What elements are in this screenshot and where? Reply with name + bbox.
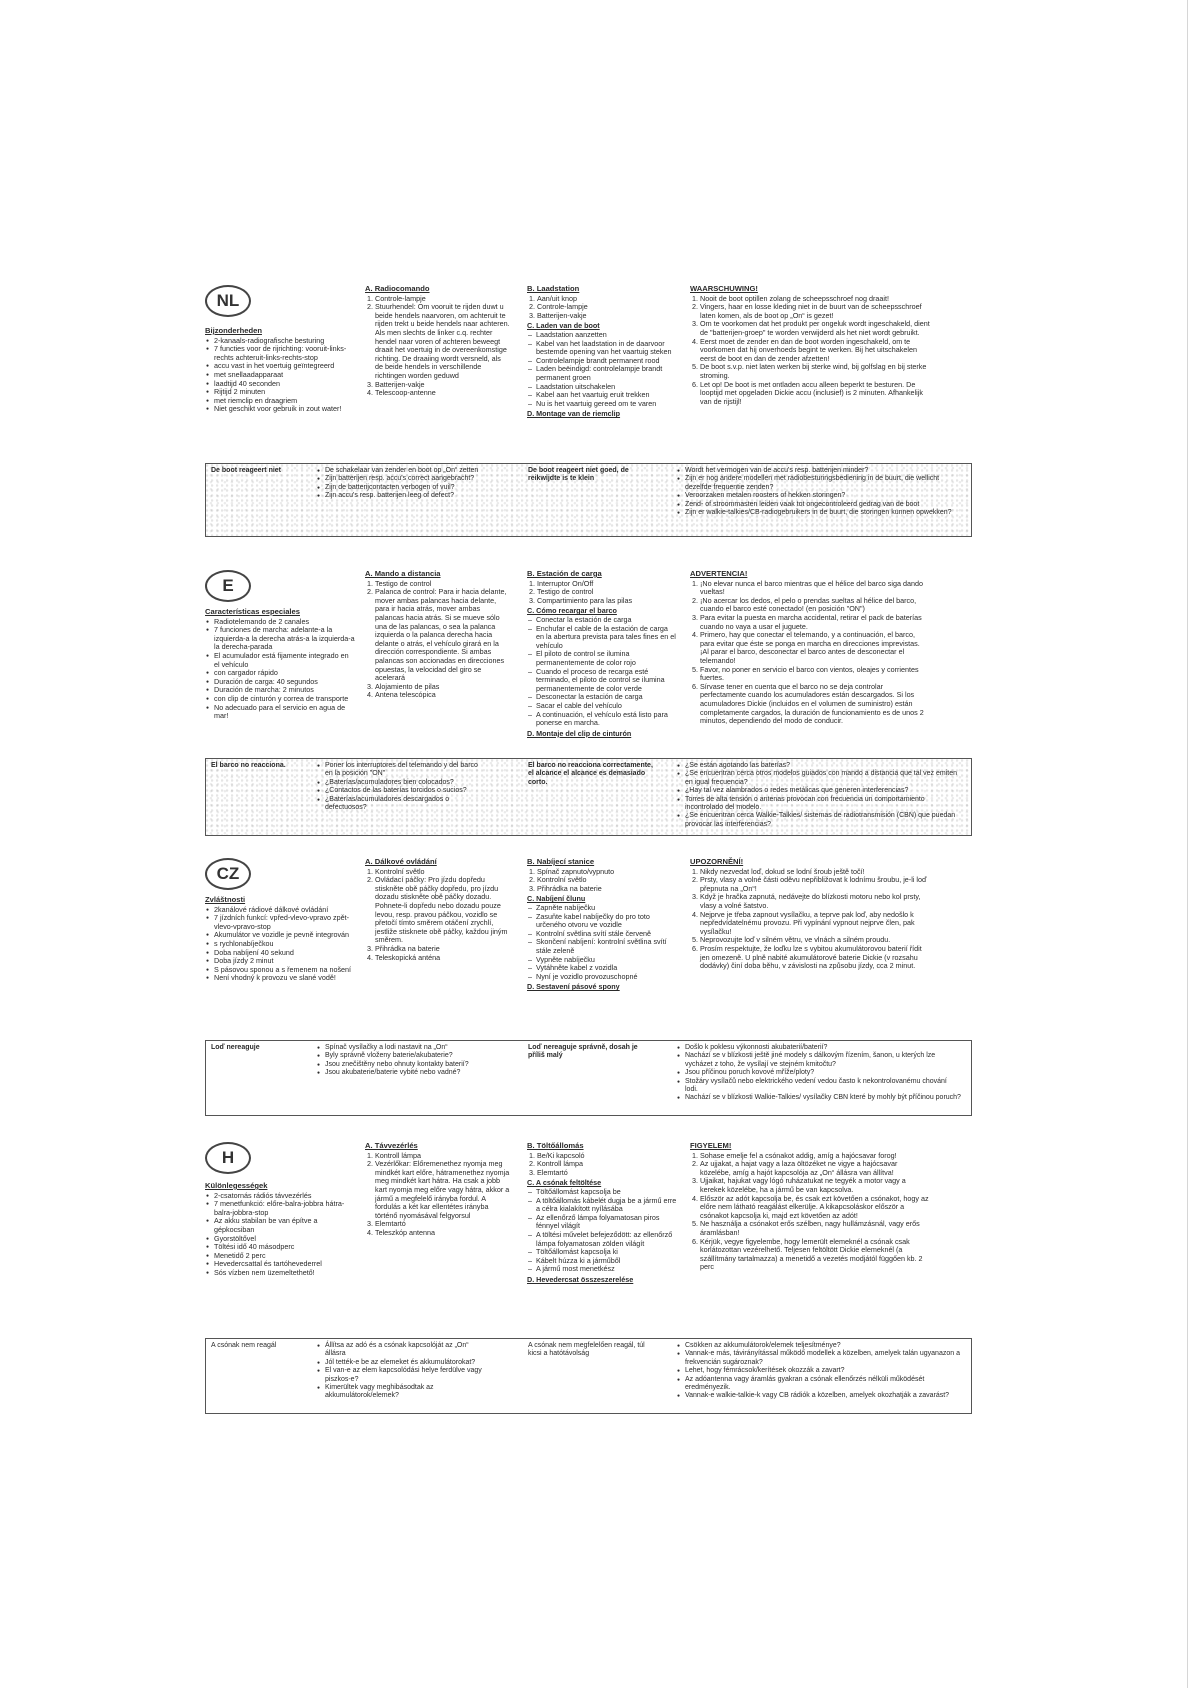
list-item: ● Hevedercsattal és tartóhevederrel xyxy=(214,1260,355,1269)
section-a-list xyxy=(365,1152,510,1238)
trouble-heading-1: El barco no reacciona. xyxy=(211,762,286,769)
section-c-title: C. Laden van de boot xyxy=(527,321,600,331)
list-item: – Laden beëindigd: controlelampje brandt permanent groen xyxy=(536,365,677,382)
column-a xyxy=(365,858,510,964)
list-item: ● 2kanálové rádiové dálkové ovládání xyxy=(214,906,355,915)
list-item: ● Duración de marcha: 2 minutos xyxy=(214,686,355,695)
list-item: ● El van-e az elem kapcsolódási helye ferdülve vagy piszkos-e? xyxy=(325,1367,486,1384)
list-item: ● con clip de cinturón y correa de transporte xyxy=(214,695,355,704)
list-item: ● Rijtijd 2 minuten xyxy=(214,388,353,397)
list-item: – Zapněte nabíječku xyxy=(536,904,677,913)
list-item: ● No adecuado para el servicio en agua de mar! xyxy=(214,704,355,721)
section-d-title: D. Hevedercsat összeszerelése xyxy=(527,1274,634,1284)
section-h xyxy=(205,1142,975,1412)
trouble-list-2-wrap xyxy=(676,467,961,517)
features-list xyxy=(205,906,355,983)
list-item: ● Lehet, hogy fémrácsok/kerítések okozzák a zavart? xyxy=(685,1367,961,1375)
list-item: ● Akumulátor ve vozidle je pevně integrován xyxy=(214,931,355,940)
list-item: ● Vannak-e walkie-talkie-k vagy CB rádiók a közelben, amelyek okozhatják a zavarást? xyxy=(685,1392,961,1400)
list-item: ● Duración de carga: 40 segundos xyxy=(214,678,355,687)
list-item: ● Zijn accu's resp. batterijen leeg of defect? xyxy=(325,492,486,500)
list-item: 4. Eerst moet de zender en dan de boot worden ingeschakeld, om te voorkomen dat hij onverhoeds begint te werken. Bij het uitschakelen eerst de boot en dan de zender afzetten! xyxy=(700,338,930,364)
list-item: – Az ellenőrző lámpa folyamatosan piros fénnyel világít xyxy=(536,1214,677,1231)
list-item: ● ¿Se están agotando las baterías? xyxy=(685,762,961,770)
section-a-title: A. Mando a distancia xyxy=(365,569,441,578)
list-item: ● 2-csatornás rádiós távvezérlés xyxy=(214,1192,355,1201)
list-item: 1. Interruptor On/Off xyxy=(537,580,677,589)
section-a-title: A. Radiocomando xyxy=(365,284,430,293)
section-c-list xyxy=(527,616,677,728)
list-item: ● Jól tették-e be az elemeket és akkumulátorokat? xyxy=(325,1359,486,1367)
list-item: – Controlelampje brandt permanent rood xyxy=(536,357,677,366)
list-item: 6. Sírvase tener en cuenta que el barco no se deja controlar perfectamente cuando los acumuladores están descargados. Si los acumuladores Dickie (incluidos en el volumen de suministro) están completamente cargados, la duración de funcionamiento es de unos 2 minutos, dependiendo del modo de conducir. xyxy=(700,683,930,726)
section-a-list xyxy=(365,295,510,398)
list-item: ● Zijn de batterijcontacten verbogen of vuil? xyxy=(325,484,486,492)
features-column xyxy=(205,896,355,985)
list-item: – A continuación, el vehículo está listo para ponerse en marcha. xyxy=(536,711,677,728)
list-item: ● ¿Se encuentran cerca Walkie-Talkies/ sistemas de radiotransmisión (CBN) que puedan provocar las interferencias? xyxy=(685,812,961,829)
features-list xyxy=(205,1192,355,1278)
trouble-list-1-wrap xyxy=(316,762,486,812)
section-d-title: D. Sestavení pásové spony xyxy=(527,982,620,992)
list-item: 2. Vingers, haar en losse kleding niet in de buurt van de scheepsschroef laten komen, als de boot op „On“ is gezet! xyxy=(700,303,930,320)
list-item: 3. Batterijen-vakje xyxy=(375,381,510,390)
trouble-list-2-wrap xyxy=(676,762,961,829)
list-item: 1. Testigo de control xyxy=(375,580,510,589)
warning-title: ADVERTENCIA! xyxy=(690,569,748,578)
list-item: ● Vannak-e más, távirányítással működő modellek a közelben, amelyek talán ugyanazon a frekvencián sugároznak? xyxy=(685,1350,961,1367)
list-item: ● De schakelaar van zender en boot op „On“ zetten xyxy=(325,467,486,475)
section-b-list xyxy=(527,295,677,321)
section-d-title: D. Montage van de riemclip xyxy=(527,409,621,419)
trouble-list-1-wrap xyxy=(316,1044,486,1078)
list-item: ● laadtijd 40 seconden xyxy=(214,380,353,389)
section-nl xyxy=(205,285,975,527)
list-item: 2. Az ujjakat, a hajat vagy a laza öltözéket ne vigye a hajócsavar közelébe, amíg a hajót kapcsolója az „On“ állásra van állítva! xyxy=(700,1160,930,1177)
country-badge-cz: CZ xyxy=(205,858,251,890)
list-item: ● met snellaadapparaat xyxy=(214,371,353,380)
list-item: – Enchufar el cable de la estación de carga en la abertura prevista para tales fines en el vehículo xyxy=(536,625,677,651)
trouble-heading-1: Loď nereaguje xyxy=(211,1044,260,1051)
list-item: – A töltőállomás kábelét dugja be a jármű erre a célra kialakított nyílásába xyxy=(536,1197,677,1214)
list-item: – Laadstation uitschakelen xyxy=(536,383,677,392)
list-item: 1. Nikdy nezvedat loď, dokud se lodní šroub ještě točí! xyxy=(700,868,930,877)
list-item: 3. Ujjaikat, hajukat vagy lógó ruházatukat ne tegyék a motor vagy a kerekek közelébe, ha a jármű be van kapcsolva. xyxy=(700,1177,930,1194)
list-item: 3. Alojamiento de pilas xyxy=(375,683,510,692)
column-a xyxy=(365,570,510,702)
section-cz xyxy=(205,858,975,1118)
list-item: – A jármű most menetkész xyxy=(536,1265,677,1274)
list-item: ● Kimerültek vagy meghibásodtak az akkumulátorok/elemek? xyxy=(325,1384,486,1401)
section-d-title: D. Montaje del clip de cinturón xyxy=(527,728,632,738)
list-item: ● con cargador rápido xyxy=(214,669,355,678)
list-item: ● s rychlonabíječkou xyxy=(214,940,355,949)
list-item: – Vypněte nabíječku xyxy=(536,956,677,965)
list-item: ● Není vhodný k provozu ve slané vodě! xyxy=(214,974,355,983)
warning-list xyxy=(690,1152,930,1272)
list-item: 5. De boot s.v.p. niet laten werken bij sterke wind, bij golfslag en bij sterke stroming. xyxy=(700,363,930,380)
trouble-list-2 xyxy=(676,762,961,829)
list-item: 3. Batterijen-vakje xyxy=(537,312,677,321)
warning-title: FIGYELEM! xyxy=(690,1141,732,1150)
troubleshooting-box xyxy=(205,1338,972,1414)
column-bcd xyxy=(527,1142,677,1285)
list-item: 2. Prsty, vlasy a volné části oděvu nepřibližovat k lodnímu šroubu, je-li loď přepnuta na „On“! xyxy=(700,876,930,893)
list-item: ● Nachází se v blízkosti Walkie-Talkies/ vysílačky CBN které by mohly být příčinou poruch? xyxy=(685,1094,961,1102)
trouble-heading-1: A csónak nem reagál xyxy=(211,1342,277,1349)
trouble-list-1 xyxy=(316,762,486,812)
list-item: 1. Controle-lampje xyxy=(375,295,510,304)
list-item: ● ¿Contactos de las baterías torcidos o sucios? xyxy=(325,787,486,795)
column-a xyxy=(365,1142,510,1240)
section-e xyxy=(205,570,975,830)
list-item: ● Gyorstöltővel xyxy=(214,1235,355,1244)
list-item: 2. ¡No acercar los dedos, el pelo o prendas sueltas al hélice del barco, cuando el barco esté conectado! (en posición "ON") xyxy=(700,597,930,614)
warning-column xyxy=(690,570,930,728)
list-item: ● 7 jízdních funkcí: vpřed-vlevo-vpravo zpět-vlevo-vpravo-stop xyxy=(214,914,355,931)
list-item: – Sacar el cable del vehículo xyxy=(536,702,677,711)
list-item: – Kontrolní světlina svítí stále červeně xyxy=(536,930,677,939)
list-item: 4. Teleskopická anténa xyxy=(375,954,510,963)
list-item: 3. Compartimiento para las pilas xyxy=(537,597,677,606)
list-item: 3. Para evitar la puesta en marcha accidental, retirar el pack de baterías cuando no vaya a usar el juguete. xyxy=(700,614,930,631)
list-item: ● Veroorzaken metalen roosters of hekken storingen? xyxy=(685,492,961,500)
list-item: 4. Primero, hay que conectar el telemando, y a continuación, el barco, para evitar que éste se ponga en marcha en direcciones imprevistas. ¡Al parar el barco, desconectar el barco antes de desconectar el telemando! xyxy=(700,631,930,665)
list-item: ● Állítsa az adó és a csónak kapcsolóját az „On“ állásra xyxy=(325,1342,486,1359)
warning-title: UPOZORNĚNÍ! xyxy=(690,857,744,866)
list-item: ● Jsou znečištěny nebo ohnuty kontakty baterií? xyxy=(325,1061,486,1069)
features-list xyxy=(205,618,355,721)
list-item: 5. Ne használja a csónakot erős szélben, nagy hullámzásnál, vagy erős áramlásban! xyxy=(700,1220,930,1237)
features-column xyxy=(205,608,355,723)
list-item: 3. Když je hračka zapnutá, nedávejte do blízkosti motoru nebo kol prsty, vlasy a volné šatstvo. xyxy=(700,893,930,910)
list-item: ● ¿Baterías/acumuladores bien colocados? xyxy=(325,779,486,787)
section-a-list xyxy=(365,580,510,700)
list-item: ● Wordt het vermogen van de accu's resp. batterijen minder? xyxy=(685,467,961,475)
list-item: ● ¿Se encuentran cerca otros modelos guiados con mando a distancia que tal vez emiten en igual frecuencia? xyxy=(685,770,961,787)
list-item: ● Doba jízdy 2 minut xyxy=(214,957,355,966)
list-item: 6. Let op! De boot is met ontladen accu alleen beperkt te besturen. De looptijd met opgeladen Dickie accu (inclusief) is 2 minuten. Afhankelijk van de rijstijl! xyxy=(700,381,930,407)
list-item: ● Az adóantenna vagy áramlás gyakran a csónak ellenőrzés nélküli működését eredményezik. xyxy=(685,1376,961,1393)
column-bcd xyxy=(527,858,677,992)
list-item: – Conectar la estación de carga xyxy=(536,616,677,625)
list-item: 2. Palanca de control: Para ir hacia delante, mover ambas palancas hacia delante, para ir hacia atrás, mover ambas palancas hacia atrás. Si se mueve sólo una de las palancas, o sea la palanca izquierda o la palanca derecha hacia delante o atrás, el vehículo girará en la dirección correspondiente. Si ambas palancas son accionadas en direcciones opuestas, la velocidad del giro se acelerará xyxy=(375,588,510,683)
warning-list xyxy=(690,295,930,407)
list-item: 2. Ovládací páčky: Pro jízdu dopředu stiskněte obě páčky dopředu, pro jízdu dozadu stiskněte obě páčky dozadu. Pohnete-li dopředu nebo dozadu pouze levou, resp. pravou páčkou, vozidlo se přetočí tímto směrem otáčení zrychlí, jestliže stisknete obě páčky, každou jiným směrem. xyxy=(375,876,510,945)
list-item: – Nu is het vaartuig gereed om te varen xyxy=(536,400,677,409)
country-badge-h: H xyxy=(205,1142,251,1174)
list-item: ● Došlo k poklesu výkonnosti akubaterií/baterií? xyxy=(685,1044,961,1052)
list-item: 4. Először az adót kapcsolja be, és csak ezt követően a csónakot, hogy az előre nem látható reagálást elkerülje. A kikapcsoláskor először a csónakot kapcsolja ki, majd ezt követően az adót! xyxy=(700,1195,930,1221)
list-item: 6. Kérjük, vegye figyelembe, hogy lemerült elemeknél a csónak csak korlátozottan vezérelhető. Teljesen feltöltött Dickie elemeknél (a szállítmány tartalmazza) a menetidő a vezetés modjától függően kb. 2 perc xyxy=(700,1238,930,1272)
list-item: ● Az akku stabilan be van építve a gépkocsiban xyxy=(214,1217,355,1234)
list-item: 3. Přihrádka na baterie xyxy=(375,945,510,954)
features-title: Zvláštnosti xyxy=(205,895,246,904)
list-item: 4. Teleszkóp antenna xyxy=(375,1229,510,1238)
list-item: ● Zijn er walkie-talkies/CB-radiogebruikers in de buurt, die storingen kunnen opwekken? xyxy=(685,509,961,517)
list-item: – Cuando el proceso de recarga esté terminado, el piloto de control se ilumina permanentemente de color verde xyxy=(536,668,677,694)
list-item: 3. Elemtartó xyxy=(375,1220,510,1229)
list-item: 1. Nooit de boot optillen zolang de scheepsschroef nog draait! xyxy=(700,295,930,304)
section-b-title: B. Töltőállomás xyxy=(527,1141,584,1150)
features-title: Características especiales xyxy=(205,607,300,616)
list-item: – Zasuňte kabel nabíječky do pro toto určeného otvoru ve vozidle xyxy=(536,913,677,930)
list-item: 1. Kontroll lámpa xyxy=(375,1152,510,1161)
warning-column xyxy=(690,285,930,408)
list-item: ● Zijn er nog andere modellen met radiobesturingsbediening in de buurt, die wellicht dezelfde frequentie zenden? xyxy=(685,475,961,492)
trouble-list-1 xyxy=(316,1342,486,1401)
trouble-list-1 xyxy=(316,1044,486,1078)
list-item: – Laadstation aanzetten xyxy=(536,331,677,340)
list-item: ● Sós vízben nem üzemeltethető! xyxy=(214,1269,355,1278)
list-item: – Desconectar la estación de carga xyxy=(536,693,677,702)
section-a-list xyxy=(365,868,510,963)
list-item: ● 2-kanaals-radiografische besturing xyxy=(214,337,353,346)
list-item: 2. Kontroll lámpa xyxy=(537,1160,677,1169)
section-c-title: C. A csónak feltöltése xyxy=(527,1178,602,1188)
trouble-heading-1: De boot reageert niet xyxy=(211,467,282,474)
list-item: ● Byly správně vloženy baterie/akubaterie? xyxy=(325,1052,486,1060)
trouble-list-2 xyxy=(676,467,961,517)
list-item: – Skončení nabíjení: kontrolní světlina svítí stále zeleně xyxy=(536,938,677,955)
list-item: – Vytáhněte kabel z vozidla xyxy=(536,964,677,973)
section-c-title: C. Cómo recargar el barco xyxy=(527,606,617,616)
section-a-title: A. Dálkové ovládání xyxy=(365,857,437,866)
features-title: Különlegességek xyxy=(205,1181,268,1190)
warning-list xyxy=(690,868,930,971)
list-item: 5. Favor, no poner en servicio el barco con vientos, oleajes y corrientes fuertes. xyxy=(700,666,930,683)
section-c-title: C. Nabíjení člunu xyxy=(527,894,586,904)
list-item: ● Zend- of stroommasten leiden vaak tot ongecontroleerd gedrag van de boot xyxy=(685,501,961,509)
list-item: – Kabel aan het vaartuig eruit trekken xyxy=(536,391,677,400)
list-item: 2. Controle-lampje xyxy=(537,303,677,312)
list-item: 4. Telescoop-antenne xyxy=(375,389,510,398)
list-item: ● Jsou akubaterie/baterie vybité nebo vadné? xyxy=(325,1069,486,1077)
list-item: 3. Om te voorkomen dat het produkt per ongeluk wordt ingeschakeld, dient de "batterijen-groep" te worden verwijderd als het niet wordt gebruikt. xyxy=(700,320,930,337)
warning-title: WAARSCHUWING! xyxy=(690,284,758,293)
list-item: ● 7 funciones de marcha: adelante-a la izquierda-a la derecha atrás-a la izquierda-a la derecha-parada xyxy=(214,626,355,652)
list-item: – Kabel van het laadstation in de daarvoor bestemde opening van het vaartuig steken xyxy=(536,340,677,357)
list-item: ● Torres de alta tensión o antenas provocan con frecuencia un comportamiento incontrolado del modelo. xyxy=(685,796,961,813)
list-item: ● S pásovou sponou a s řemenem na nošení xyxy=(214,966,355,975)
trouble-list-2-wrap xyxy=(676,1044,961,1103)
trouble-heading-2: De boot reageert niet goed, de reikwijdte is te klein xyxy=(528,467,629,483)
list-item: ● Zijn batterijen resp. accu's correct aangebracht? xyxy=(325,475,486,483)
list-item: 1. Aan/uit knop xyxy=(537,295,677,304)
list-item: – Töltőállomást kapcsolja ki xyxy=(536,1248,677,1257)
troubleshooting-box xyxy=(205,758,972,836)
trouble-heading-2: A csónak nem megfelelően reagál, túl kicsi a hatótávolság xyxy=(528,1342,645,1358)
trouble-list-1-wrap xyxy=(316,1342,486,1401)
list-item: ● ¿Baterías/acumuladores descargados o defectuosos? xyxy=(325,796,486,813)
section-b-title: B. Estación de carga xyxy=(527,569,602,578)
list-item: 5. Neprovozujte loď v silném větru, ve vlnách a silném proudu. xyxy=(700,936,930,945)
features-column xyxy=(205,327,353,416)
list-item: ● met riemclip en draagriem xyxy=(214,397,353,406)
list-item: – El piloto de control se ilumina permanentemente de color rojo xyxy=(536,650,677,667)
page-edge-line xyxy=(1187,0,1188,1688)
trouble-heading-2: El barco no reacciona correctamente, el alcance el alcance es demasiado corto. xyxy=(528,762,653,786)
section-b-title: B. Nabíjecí stanice xyxy=(527,857,595,866)
section-b-title: B. Laadstation xyxy=(527,284,580,293)
country-badge-nl: NL xyxy=(205,285,251,317)
list-item: ● El acumulador está fijamente integrado en el vehículo xyxy=(214,652,355,669)
features-column xyxy=(205,1182,355,1280)
list-item: ● Spínač vysílačky a lodi nastavit na „On“ xyxy=(325,1044,486,1052)
list-item: 2. Vezérlőkar: Előremenethez nyomja meg mindkét kart előre, hátramenethez nyomja meg mindkét kart hátra. Ha csak a jobb kart nyomja meg előre vagy hátra, akkor a jármű a megfelelő irányba fordul. A fordulás a két kar ellentétes irányba történő nyomásával felgyorsul xyxy=(375,1160,510,1220)
list-item: 1. Be/Ki kapcsoló xyxy=(537,1152,677,1161)
list-item: ● Nachází se v blízkosti ještě jiné modely s dálkovým řízením, šanon, u kterých lze vycházet z toho, že vysílají ve stejném kmitočtu? xyxy=(685,1052,961,1069)
list-item: ● Csökken az akkumulátorok/elemek teljesítménye? xyxy=(685,1342,961,1350)
list-item: 3. Elemtartó xyxy=(537,1169,677,1178)
troubleshooting-box xyxy=(205,1040,972,1116)
section-c-list xyxy=(527,331,677,408)
list-item: – Kábelt húzza ki a járműből xyxy=(536,1257,677,1266)
list-item: 1. Kontrolní světlo xyxy=(375,868,510,877)
section-c-list xyxy=(527,1188,677,1274)
list-item: 1. Sohase emelje fel a csónakot addig, amíg a hajócsavar forog! xyxy=(700,1152,930,1161)
column-bcd xyxy=(527,570,677,738)
list-item: ● Poner los interruptores del telemando y del barco en la posición "ON" xyxy=(325,762,486,779)
list-item: 2. Testigo de control xyxy=(537,588,677,597)
list-item: 3. Přihrádka na baterie xyxy=(537,885,677,894)
trouble-list-2-wrap xyxy=(676,1342,961,1401)
trouble-list-2 xyxy=(676,1342,961,1401)
list-item: 4. Nejprve je třeba zapnout vysílačku, a teprve pak loď, aby nedošlo k nepředvídatelnému provozu. Při vypínání vypnout nejprve člen, pak vysílačku! xyxy=(700,911,930,937)
features-list xyxy=(205,337,353,414)
warning-column xyxy=(690,1142,930,1274)
list-item: ● 7 menetfunkció: előre-balra-jobbra hátra-balra-jobbra-stop xyxy=(214,1200,355,1217)
list-item: 6. Prosím respektujte, že loďku lze s vybitou akumulátorovou baterií řídit jen omezeně. U plně nabité akumulátorové baterie Dickie (v rozsahu dodávky) činí doba běhu, v závislosti na způsobu jízdy, cca 2 minut. xyxy=(700,945,930,971)
list-item: 2. Kontrolní světlo xyxy=(537,876,677,885)
list-item: ● Doba nabíjení 40 sekund xyxy=(214,949,355,958)
list-item: – A töltési művelet befejeződött: az ellenőrző lámpa folyamatosan zölden világít xyxy=(536,1231,677,1248)
section-b-list xyxy=(527,1152,677,1178)
country-badge-e: E xyxy=(205,570,251,602)
section-b-list xyxy=(527,868,677,894)
list-item: ● Töltési idő 40 másodperc xyxy=(214,1243,355,1252)
features-title: Bijzonderheden xyxy=(205,326,262,335)
list-item: ● Menetidő 2 perc xyxy=(214,1252,355,1261)
list-item: 1. Spínač zapnuto/vypnuto xyxy=(537,868,677,877)
list-item: ● accu vast in het voertuig geïntegreerd xyxy=(214,362,353,371)
list-item: ● Stožáry vysílačů nebo elektrického vedení vedou často k nekontrolovanému chování lodi. xyxy=(685,1078,961,1095)
column-bcd xyxy=(527,285,677,419)
trouble-list-1-wrap xyxy=(316,467,486,501)
trouble-list-1 xyxy=(316,467,486,501)
section-c-list xyxy=(527,904,677,981)
list-item: ● ¿Hay tal vez alambrados o redes metálicas que generen interferencias? xyxy=(685,787,961,795)
list-item: 2. Stuurhendel: Om vooruit te rijden duwt u beide hendels naarvoren, om achteruit te rijden trekt u beide hendels naar achteren. Als men slechts de linker c.q. rechter hendel naar voren of achteren beweegt draait het voertuig in de overeenkomstige richting. De draaiing wordt versneld, als de beide hendels in verschillende richtingen worden geduwd xyxy=(375,303,510,380)
list-item: – Töltőállomást kapcsolja be xyxy=(536,1188,677,1197)
list-item: – Nyní je vozidlo provozuschopné xyxy=(536,973,677,982)
list-item: 4. Antena telescópica xyxy=(375,691,510,700)
list-item: ● Niet geschikt voor gebruik in zout water! xyxy=(214,405,353,414)
warning-column xyxy=(690,858,930,973)
list-item: 1. ¡No elevar nunca el barco mientras que el hélice del barco siga dando vueltas! xyxy=(700,580,930,597)
list-item: ● 7 functies voor de rijrichting: vooruit-links-rechts achteruit-links-rechts-stop xyxy=(214,345,353,362)
column-a xyxy=(365,285,510,400)
trouble-list-2 xyxy=(676,1044,961,1103)
list-item: ● Jsou příčinou poruch kovové mříže/ploty? xyxy=(685,1069,961,1077)
trouble-heading-2: Loď nereaguje správně, dosah je příliš malý xyxy=(528,1044,638,1060)
section-a-title: A. Távvezérlés xyxy=(365,1141,418,1150)
warning-list xyxy=(690,580,930,726)
list-item: ● Radiotelemando de 2 canales xyxy=(214,618,355,627)
troubleshooting-box xyxy=(205,463,972,537)
section-b-list xyxy=(527,580,677,606)
